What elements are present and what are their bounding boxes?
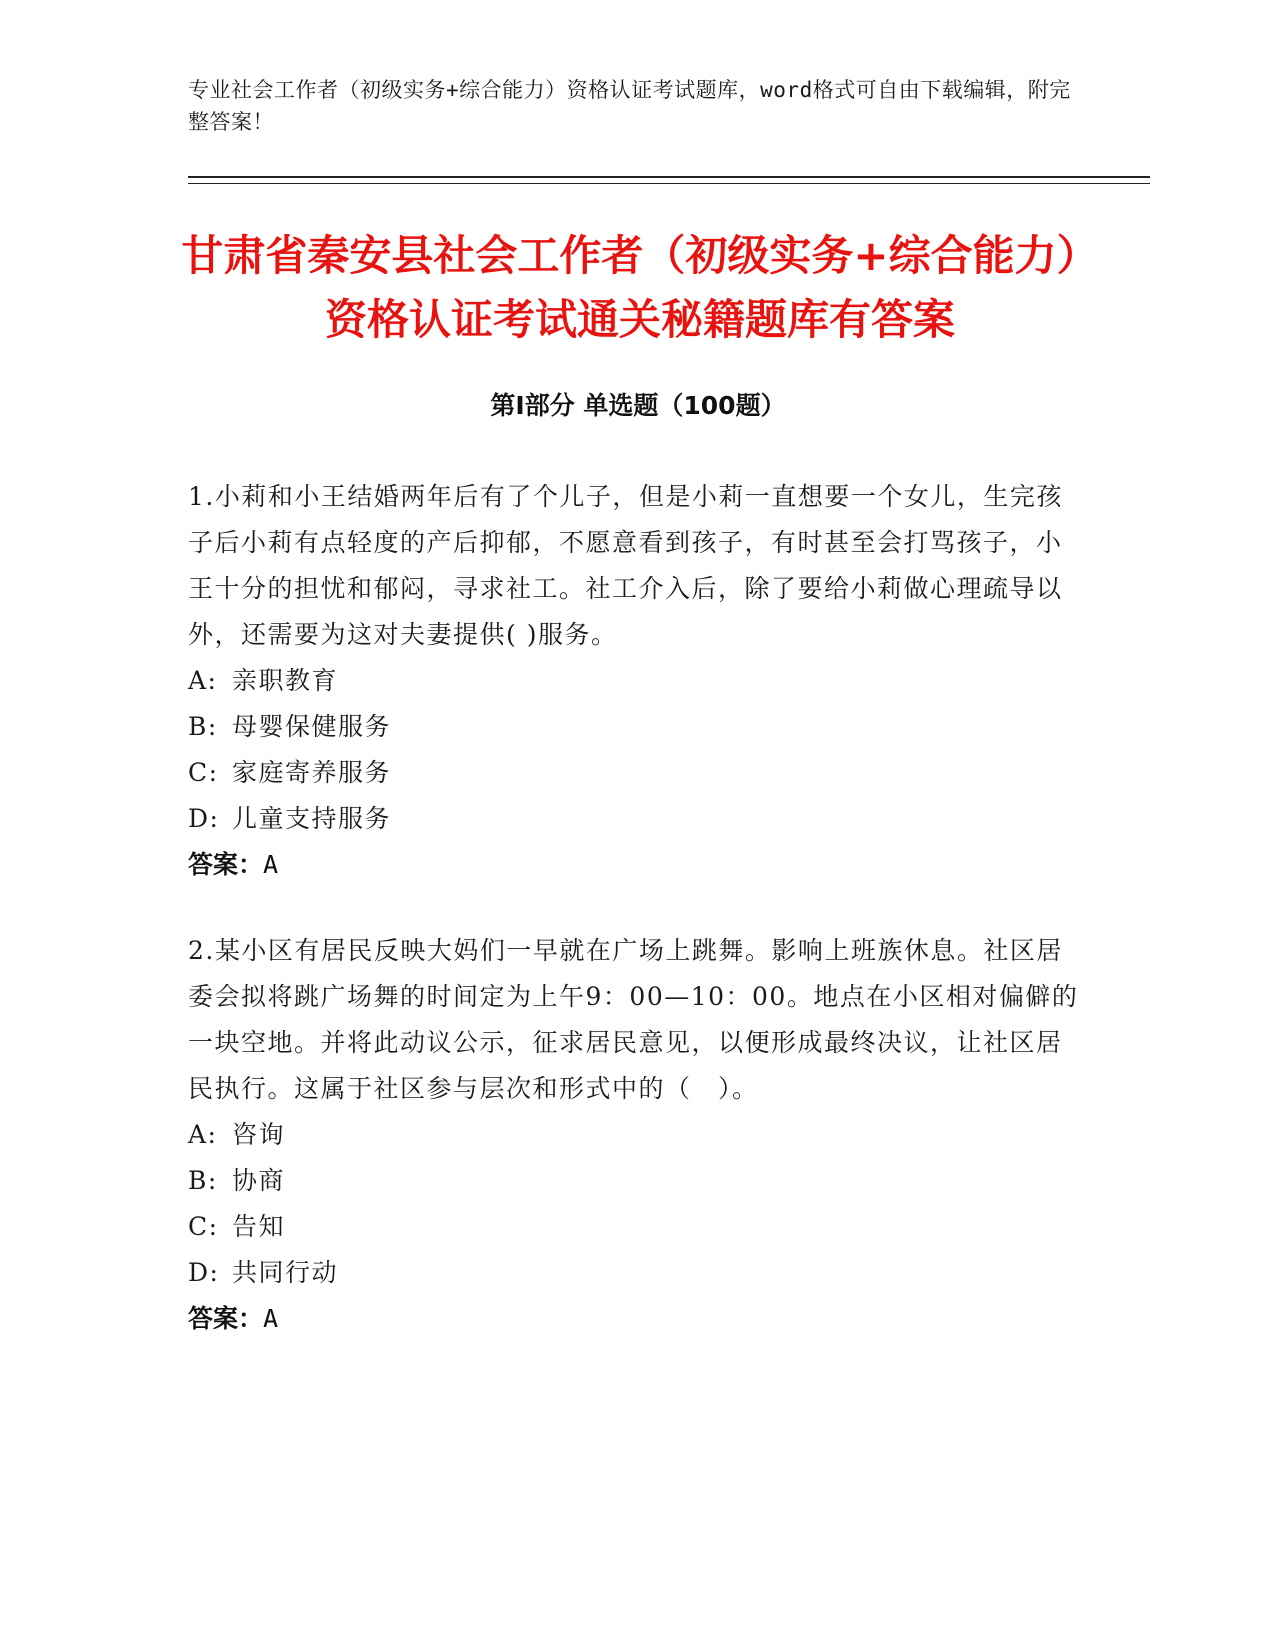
- question-text: 1.小莉和小王结婚两年后有了个儿子，但是小莉一直想要一个女儿，生完孩子后小莉有点轻度的产后抑郁，不愿意看到孩子，有时甚至会打骂孩子，小王十分的担忧和郁闷，寻求社工。社工介入后，除了要给小莉做心理疏导以外，还需要为这对夫妻提供( )服务。: [188, 482, 1063, 649]
- option-text: 母婴保健服务: [232, 712, 392, 741]
- header-divider-thick: [188, 176, 1150, 178]
- option-letter: D:: [188, 1258, 220, 1287]
- option-letter: B:: [188, 1166, 218, 1195]
- option-text: 儿童支持服务: [232, 804, 392, 833]
- option-letter: A:: [188, 666, 218, 695]
- question-text: 2.某小区有居民反映大妈们一早就在广场上跳舞。影响上班族休息。社区居委会拟将跳广场舞的时间定为上午9：00—10：00。地点在小区相对偏僻的一块空地。并将此动议公示，征求居民意见，以便形成最终决议，让社区居民执行。这属于社区参与层次和形式中的（ ）。: [188, 936, 1079, 1103]
- header-divider-thin: [188, 183, 1150, 184]
- header-note: 专业社会工作者（初级实务+综合能力）资格认证考试题库，word格式可自由下载编辑，附完整答案！: [188, 78, 1071, 134]
- option-a: [188, 1112, 1088, 1158]
- option-d: [188, 796, 1088, 842]
- option-letter: A:: [188, 1120, 218, 1149]
- option-letter: D:: [188, 804, 220, 833]
- option-text: 亲职教育: [232, 666, 339, 695]
- option-text: 咨询: [232, 1120, 286, 1149]
- option-text: 协商: [232, 1166, 286, 1195]
- section-title: 第Ⅰ部分 单选题（100题）: [490, 391, 786, 420]
- question-1: [188, 474, 1088, 888]
- answer-label: 答案：: [188, 1304, 264, 1333]
- option-text: 告知: [232, 1212, 286, 1241]
- option-list: [188, 1112, 1088, 1296]
- option-letter: C:: [188, 1212, 219, 1241]
- answer-line: [188, 842, 1088, 888]
- option-list: [188, 658, 1088, 842]
- option-letter: B:: [188, 712, 218, 741]
- option-text: 共同行动: [232, 1258, 339, 1287]
- option-b: [188, 704, 1088, 750]
- option-c: [188, 750, 1088, 796]
- answer-label: 答案：: [188, 850, 264, 879]
- option-d: [188, 1250, 1088, 1296]
- option-letter: C:: [188, 758, 219, 787]
- document-title: 甘肃省秦安县社会工作者（初级实务+综合能力）资格认证考试通关秘籍题库有答案: [181, 231, 1099, 344]
- option-b: [188, 1158, 1088, 1204]
- answer-line: [188, 1296, 1088, 1342]
- option-text: 家庭寄养服务: [232, 758, 392, 787]
- answer-value: A: [263, 850, 279, 879]
- option-a: [188, 658, 1088, 704]
- answer-value: A: [263, 1304, 279, 1333]
- question-2: [188, 928, 1088, 1342]
- option-c: [188, 1204, 1088, 1250]
